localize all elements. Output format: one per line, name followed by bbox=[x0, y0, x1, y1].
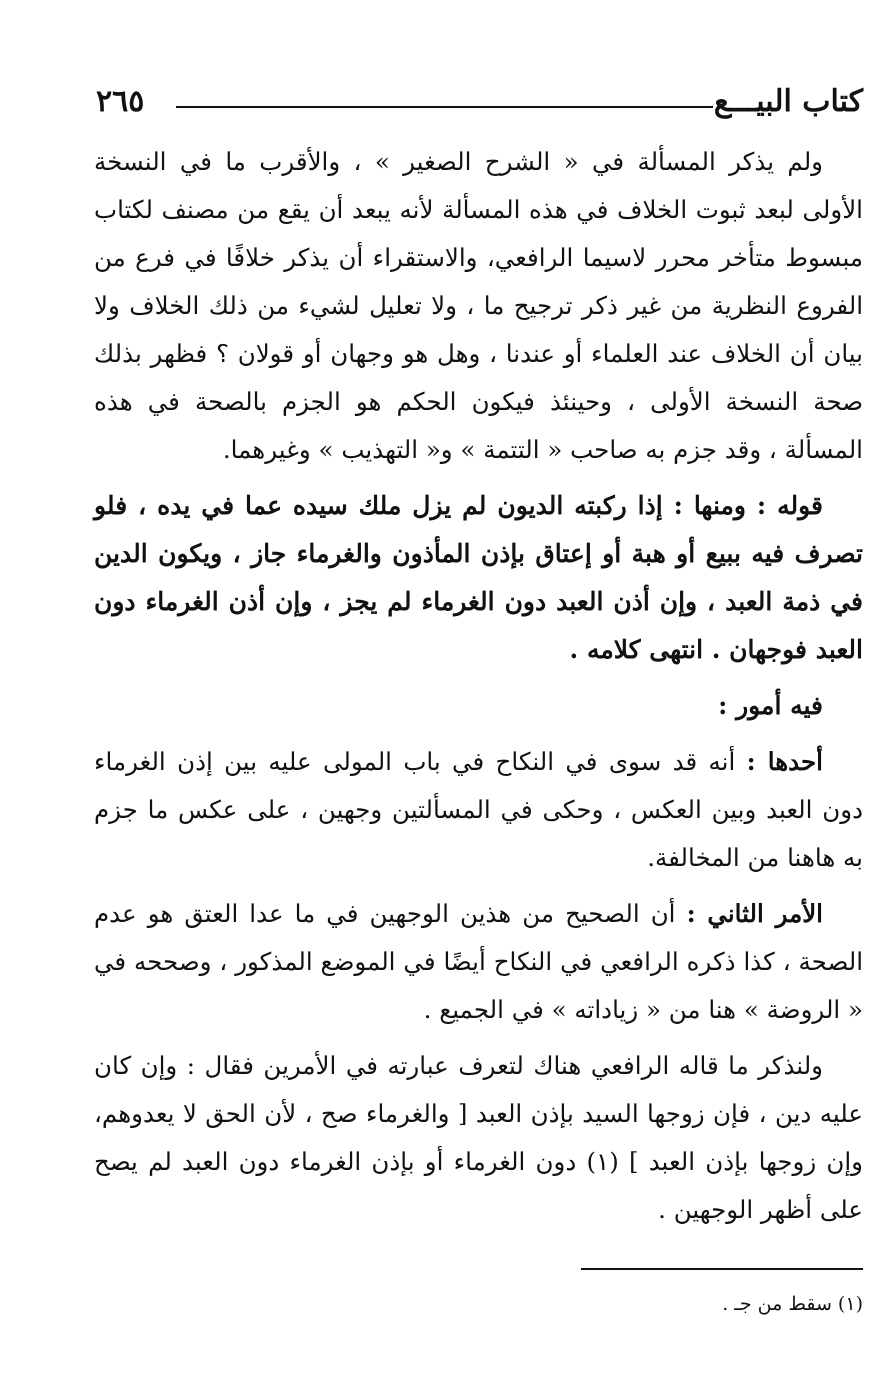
paragraph-6: ولنذكر ما قاله الرافعي هناك لتعرف عبارته في الأمرين فقال : وإن كان عليه دين ، فإن زوجها السيد بإذن العبد [ والغرماء صح ، لأن الحق لا يعدوهم، وإن زوجها بإذن العبد ] (١) دون الغرماء أو بإذن الغرماء دون العبد لم يصح على أظهر الوجهين . bbox=[94, 1051, 863, 1224]
paragraph-5-text: أن الصحيح من هذين الوجهين في ما عدا العتق هو عدم الصحة ، كذا ذكره الرافعي في النكاح أيضًا في الموضع المذكور ، وصححه في « الروضة » هنا من « زياداته » في الجميع . bbox=[94, 899, 863, 1024]
paragraph-1: ولم يذكر المسألة في « الشرح الصغير » ، والأقرب ما في النسخة الأولى لبعد ثبوت الخلاف في هذه المسألة لأنه يبعد أن يقع من مصنف لكتاب مبسوط متأخر محرر لاسيما الرافعي، والاستقراء أن يذكر خلافًا في فرع من الفروع النظرية من غير ذكر ترجيح ما ، ولا تعليل لشيء من ذلك الخلاف ولا بيان أن الخلاف عند العلماء أو عندنا ، وهل هو وجهان أو قولان ؟ فظهر بذلك صحة النسخة الأولى ، وحينئذ فيكون الحكم هو الجزم بالصحة في هذه المسألة ، وقد جزم به صاحب « التتمة » و« التهذيب » وغيرهما. bbox=[94, 147, 863, 464]
main-text bbox=[94, 138, 863, 1234]
paragraph-2-quote: قوله : ومنها : إذا ركبته الديون لم يزل ملك سيده عما في يده ، فلو تصرف فيه ببيع أو هبة أو إعتاق بإذن المأذون والغرماء جاز ، ويكون الدين في ذمة العبد ، وإن أذن العبد دون الغرماء لم يجز ، وإن أذن الغرماء دون العبد فوجهان . انتهى كلامه . bbox=[94, 491, 863, 664]
paragraph-5-second bbox=[94, 890, 863, 1034]
paragraph-4-text: أنه قد سوى في النكاح في باب المولى عليه بين إذن الغرماء دون العبد وبين العكس ، وحكى في المسألتين وجهين ، على عكس ما جزم به هاهنا من المخالفة. bbox=[94, 747, 863, 872]
paragraph-4-lead: أحدها : bbox=[746, 747, 823, 776]
page-number: ٢٦٥ bbox=[96, 84, 145, 119]
chapter-title: كتاب البيـــع bbox=[713, 84, 863, 119]
footnote-rule bbox=[581, 1268, 863, 1270]
footnote: (١) سقط من جـ . bbox=[722, 1293, 863, 1315]
paragraph-4-first bbox=[94, 738, 863, 882]
paragraph-5-lead: الأمر الثاني : bbox=[686, 899, 823, 928]
page-header bbox=[96, 82, 863, 126]
header-rule bbox=[176, 106, 713, 108]
paragraph-3-points: فيه أمور : bbox=[718, 691, 823, 720]
